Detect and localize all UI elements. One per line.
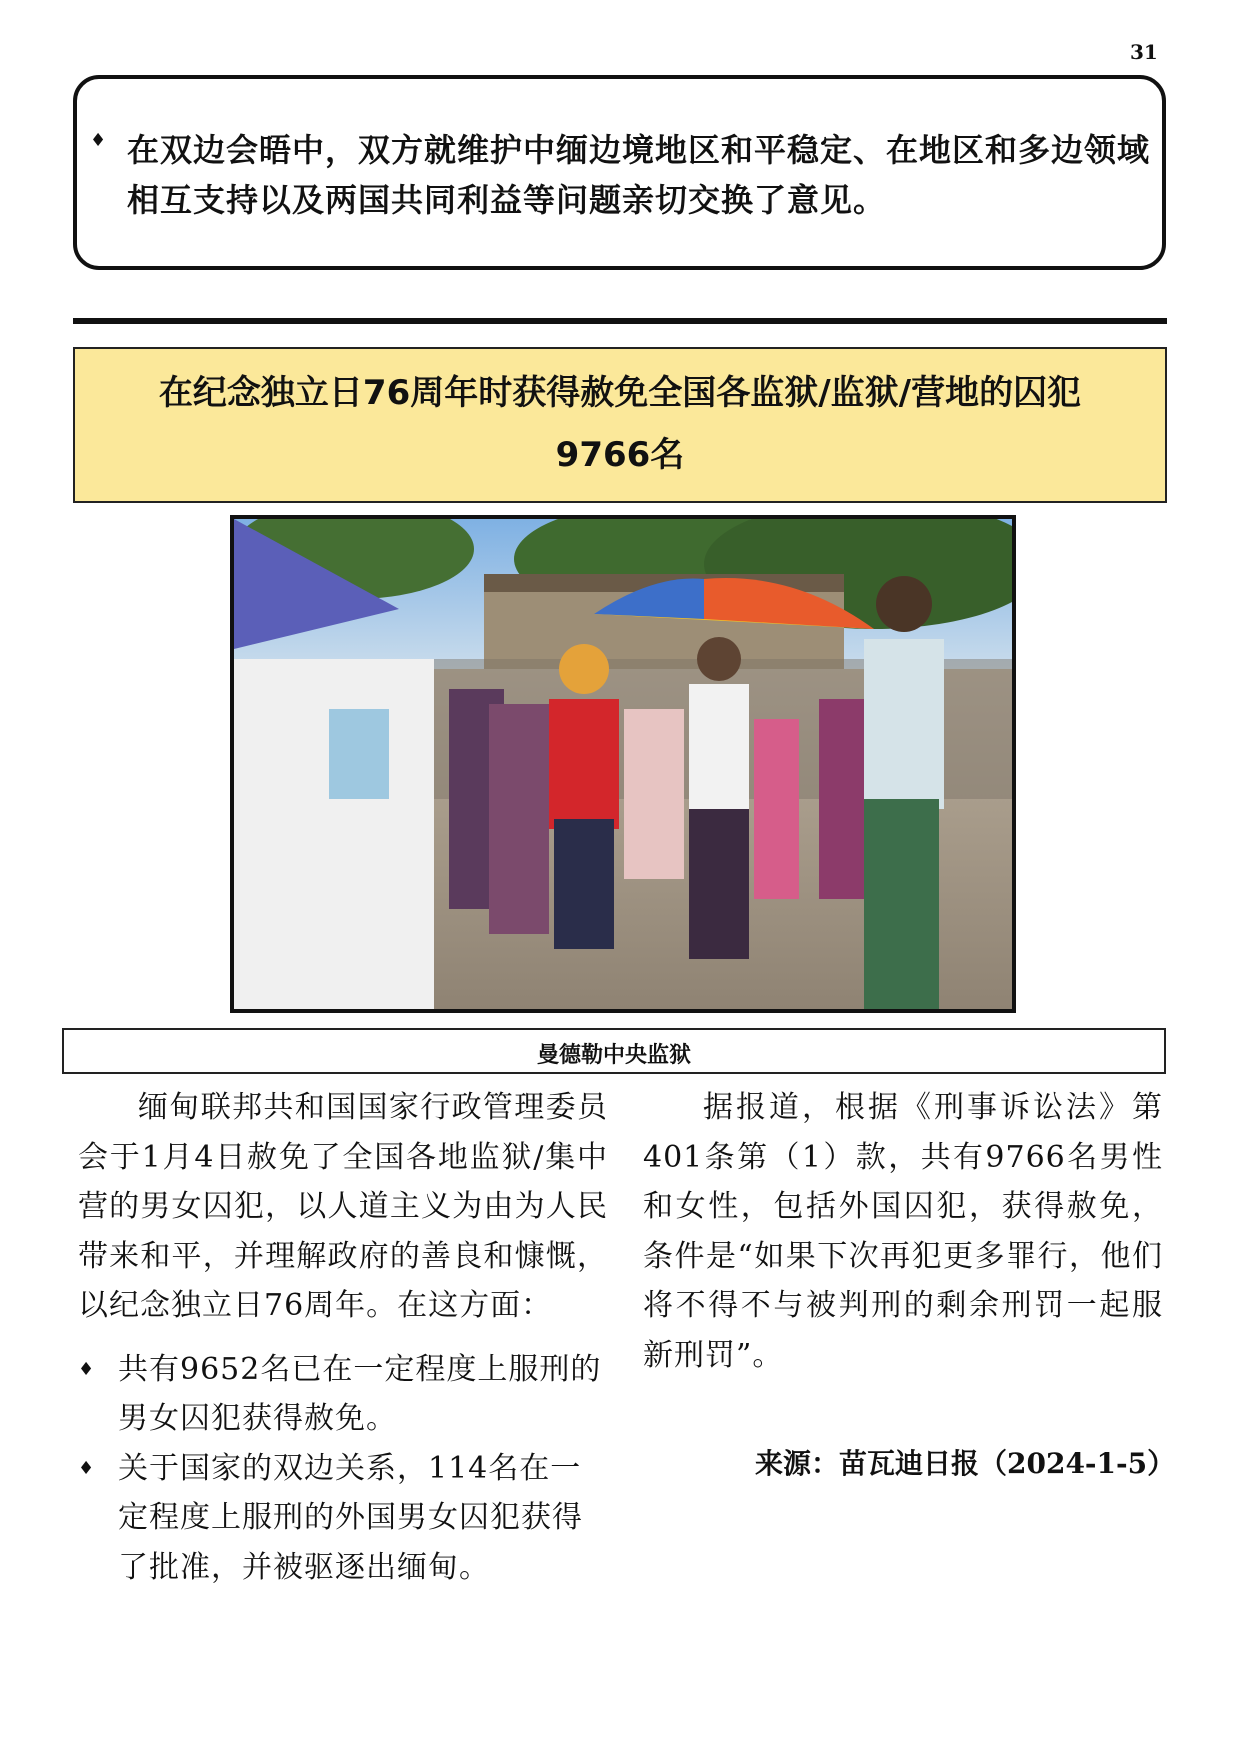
photo-caption: 曼德勒中央监狱 bbox=[536, 1042, 691, 1068]
headline-line-2: 9766名 bbox=[555, 435, 685, 475]
summary-text: 在双边会晤中，双方就维护中缅边境地区和平稳定、在地区和多边领域相互支持以及两国共同利益等问题亲切交换了意见。 bbox=[127, 131, 1151, 219]
page-number: 31 bbox=[1130, 40, 1158, 64]
article-paragraph-left: 缅甸联邦共和国国家行政管理委员会于1月4日赦免了全国各地监狱/集中营的男女囚犯，以人道主义为由为人民带来和平，并理解政府的善良和慷慨，以纪念独立日76周年。在这方面： bbox=[78, 1090, 608, 1323]
section-divider bbox=[73, 318, 1167, 324]
headline bbox=[73, 362, 1167, 486]
list-item-text: 共有9652名已在一定程度上服刑的男女囚犯获得赦免。 bbox=[118, 1351, 602, 1436]
article-source: 来源：苗瓦迪日报（2024-1-5） bbox=[755, 1447, 1176, 1480]
list-item bbox=[78, 1345, 608, 1444]
list-item-text: 关于国家的双边关系，114名在一定程度上服刑的外国男女囚犯获得了批准，并被驱逐出缅甸。 bbox=[118, 1450, 583, 1585]
photo-illustration bbox=[234, 519, 1012, 1009]
article-paragraph-right: 据报道，根据《刑事诉讼法》第401条第（1）款，共有9766名男性和女性，包括外国囚犯，获得赦免，条件是“如果下次再犯更多罪行，他们将不得不与被判刑的剩余刑罚一起服新刑罚”。 bbox=[643, 1090, 1163, 1373]
article-bullet-list bbox=[78, 1345, 608, 1593]
article-right-column bbox=[643, 1083, 1163, 1380]
diamond-bullet-icon: ♦ bbox=[78, 1457, 96, 1479]
diamond-bullet-icon: ♦ bbox=[78, 1358, 96, 1380]
diamond-bullet-icon: ♦ bbox=[90, 130, 107, 151]
list-item bbox=[78, 1444, 608, 1593]
article-left-column bbox=[78, 1083, 608, 1592]
news-photo bbox=[230, 515, 1016, 1013]
headline-line-1: 在纪念独立日76周年时获得赦免全国各监狱/监狱/营地的囚犯 bbox=[158, 373, 1082, 413]
